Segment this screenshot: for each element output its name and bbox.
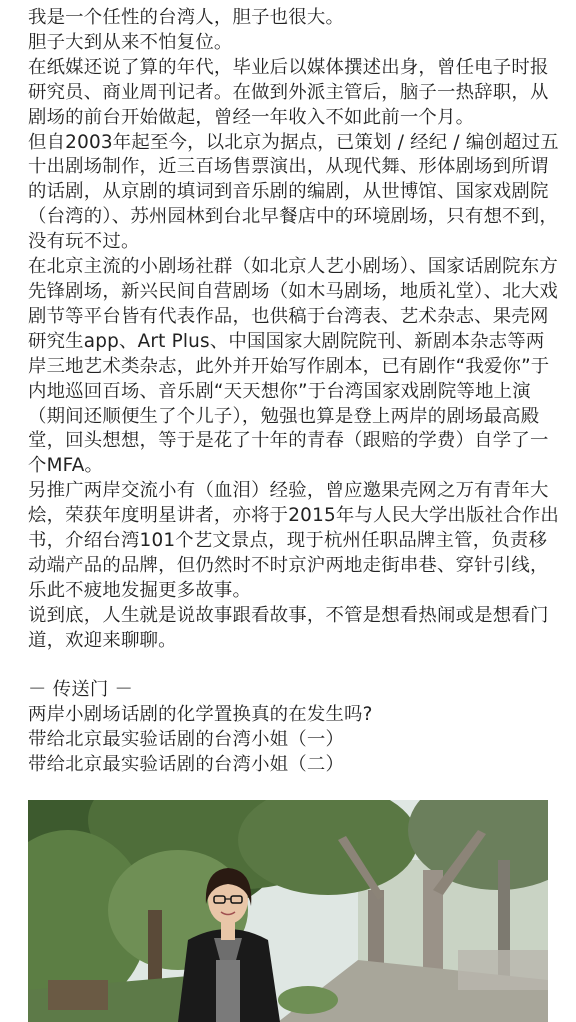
article-link-1[interactable]: 两岸小剧场话剧的化学置换真的在发生吗? <box>28 704 373 726</box>
portal-heading: － 传送门 － <box>28 679 134 701</box>
paragraph-career: 在纸媒还说了算的年代，毕业后以媒体撰述出身，曾任电子时报研究员、商业周刊记者。在做到外派主管后，脑子一热辞职，从剧场的前台开始做起，曾经一年收入不如此前一个月。 <box>28 56 549 128</box>
article-link-3[interactable]: 带给北京最实验话剧的台湾小姐（二） <box>28 754 345 776</box>
paragraph-closing: 说到底，人生就是说故事跟看故事，不管是想看热闹或是想看门道，欢迎来聊聊。 <box>28 604 549 651</box>
spacer <box>28 654 560 679</box>
paragraph-beijing-works: 在北京主流的小剧场社群（如北京人艺小剧场）、国家话剧院东方先锋剧场，新兴民间自营剧场（如木马剧场，地质礼堂）、北大戏剧节等平台皆有代表作品，也供稿于台湾表、艺术杂志、果壳网研究生app、Art Plus、中国国家大剧院院刊、新剧本杂志等两岸三地艺术类杂志，此外并开始写作剧本，已有剧作“我爱你”于内地巡回百场、音乐剧“天天想你”于台湾国家戏剧院等地上演（期间还顺便生了个儿子），勉强也算是登上两岸的剧场最高殿堂，回头想想，等于是花了十年的青春（跟赔的学费）自学了一个MFA。 <box>28 256 558 477</box>
portrait-photo <box>28 800 548 1022</box>
paragraph-exchange: 另推广两岸交流小有（血泪）经验，曾应邀果壳网之万有青年大烩，荣获年度明星讲者，亦将于2015年与人民大学出版社合作出书，介绍台湾101个艺文景点，现于杭州任职品牌主管，负责移动端产品的品牌，但仍然时不时京沪两地走街串巷、穿针引线，乐此不疲地发掘更多故事。 <box>28 480 559 601</box>
paragraph-intro: 我是一个任性的台湾人，胆子也很大。 <box>28 7 345 28</box>
paragraph-theatre-work: 但自2003年起至今，以北京为据点，已策划 / 经纪 / 编创超过五十出剧场制作，近三百场售票演出，从现代舞、形体剧场到所谓的话剧，从京剧的填词到音乐剧的编剧，从世博馆、国家戏剧院（台湾的）、苏州园林到台北早餐店中的环境剧场，只有想不到，没有玩不过。 <box>28 131 559 253</box>
paragraph-courage: 胆子大到从来不怕复位。 <box>28 31 233 53</box>
article-link-2[interactable]: 带给北京最实验话剧的台湾小姐（一） <box>28 729 345 751</box>
article-body <box>28 6 560 778</box>
